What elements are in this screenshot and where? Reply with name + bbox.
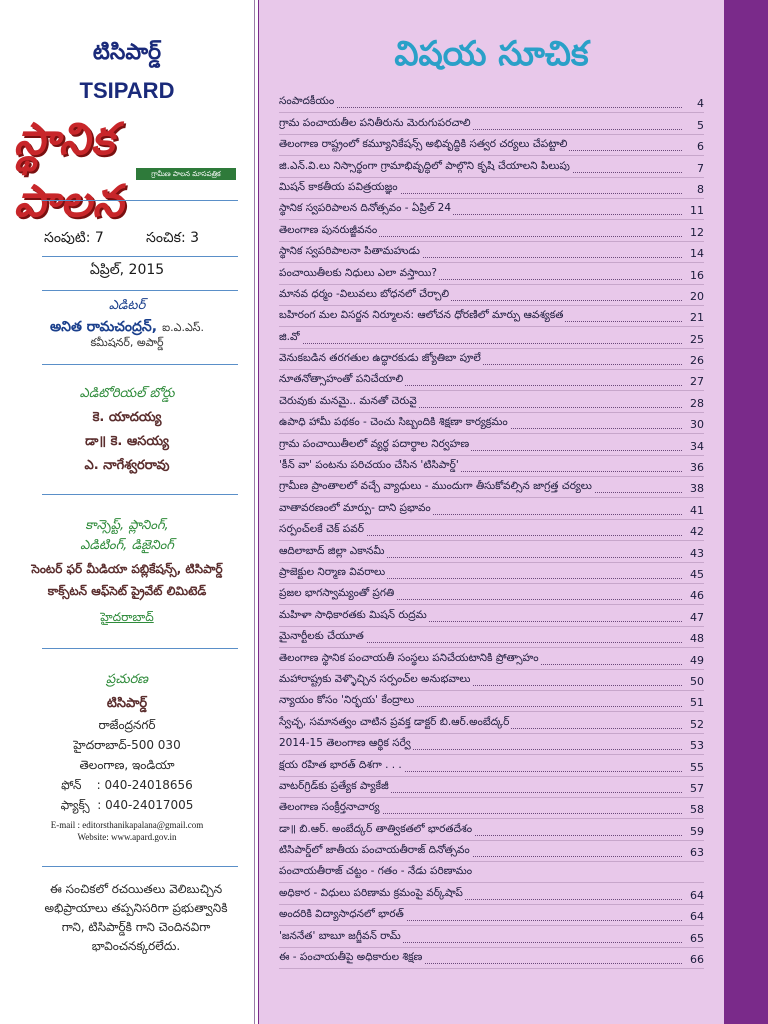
publisher-website: Website: www.apard.gov.in (77, 832, 177, 842)
toc-entry[interactable] (279, 777, 704, 798)
toc-entry-title: న్యాయం కోసం 'నిర్భయ' కేంద్రాలు (279, 694, 416, 709)
toc-entry[interactable] (279, 113, 704, 134)
toc-entry-page: 47 (682, 611, 704, 624)
toc-entry-title: వెనుకబడిన తరగతుల ఉద్ధారకుడు జ్యోతిబా పూలే (279, 352, 483, 367)
magazine-tagline: గ్రామీణ పాలన మాసపత్రిక (136, 168, 236, 180)
toc-entry[interactable] (279, 306, 704, 327)
toc-entry[interactable] (279, 370, 704, 391)
production-roles-line2: ఎడిటింగ్, డిజైనింగ్ (80, 538, 174, 553)
toc-entry-title: డా॥ బి.ఆర్. అంబేద్కర్ తాత్వికతలో భారతదేశం (279, 823, 474, 838)
toc-entry-page: 8 (682, 183, 704, 196)
toc-entry[interactable] (279, 926, 704, 947)
divider (42, 200, 238, 201)
toc-entry[interactable] (279, 520, 704, 541)
toc-entry-page: 57 (682, 782, 704, 795)
toc-entry[interactable] (279, 285, 704, 306)
toc-entry[interactable] (279, 413, 704, 434)
publisher-role: ప్రచురణ (105, 672, 149, 687)
toc-entry-title: ఈ - పంచాయతీపై అధికారుల శిక్షణ (279, 951, 424, 966)
board-member: డా॥ కె. ఆసయ్య (85, 434, 169, 449)
toc-entry-title: ప్రజల భాగస్వామ్యంతో ప్రగతి (279, 587, 396, 602)
toc-entry-page: 46 (682, 589, 704, 602)
board-member: కె. యాదయ్య (92, 410, 162, 425)
toc-entry-page: 26 (682, 354, 704, 367)
toc-entry-title: జి.వో (279, 331, 302, 346)
toc-entry-page: 27 (682, 375, 704, 388)
editor-role: ఎడిటర్ (108, 298, 146, 313)
toc-entry-page: 59 (682, 825, 704, 838)
toc-entry[interactable] (279, 862, 704, 883)
toc-entry-page: 14 (682, 247, 704, 260)
publisher-email: E-mail : editorsthanikapalana@gmail.com (50, 820, 204, 830)
toc-entry-page: 4 (682, 97, 704, 110)
editor-designation: కమీషనర్, అపార్డ్ (90, 336, 164, 349)
toc-entry-title: 'జననేత' బాబూ జగ్జీవన్ రామ్ (279, 930, 403, 945)
toc-entry[interactable] (279, 734, 704, 755)
org-name-telugu: టిసిపార్డ్ (92, 40, 162, 65)
toc-entry-page: 52 (682, 718, 704, 731)
toc-entry-title: మైనార్టీలకు చేయూత (279, 630, 366, 645)
toc-entry[interactable] (279, 563, 704, 584)
toc-entry-page: 21 (682, 311, 704, 324)
toc-entry-page: 30 (682, 418, 704, 431)
toc-entry-page: 64 (682, 889, 704, 902)
toc-entry-page: 48 (682, 632, 704, 645)
publisher-phone: ఫోన్ : 040-24018656 (61, 778, 193, 792)
toc-entry-page: 34 (682, 440, 704, 453)
publisher-fax: ఫ్యాక్స్ : 040-24017005 (60, 798, 194, 812)
toc-entry-title: గ్రామ పంచాయితీలలో వ్యర్థ పదార్థాల నిర్వహణ (279, 438, 471, 453)
toc-entry-page: 16 (682, 269, 704, 282)
magazine-logo (14, 114, 236, 227)
toc-entry-page: 45 (682, 568, 704, 581)
toc-entry[interactable] (279, 712, 704, 733)
editor-qualification: ఐ.ఎ.ఎస్. (162, 321, 204, 334)
publisher-name: టిసిపార్డ్ (106, 696, 148, 711)
toc-entry[interactable] (279, 178, 704, 199)
toc-entry[interactable] (279, 391, 704, 412)
toc-entry-page: 42 (682, 525, 704, 538)
toc-entry-page: 50 (682, 675, 704, 688)
toc-entry-title: టిసిపార్డ్‌లో జాతీయ పంచాయతీరాజ్ దినోత్సవం (279, 844, 472, 859)
toc-entry-title: పంచాయతీరాజ్ చట్టం - గతం - నేడు పరిణామం (279, 865, 474, 880)
toc-entry-page: 25 (682, 333, 704, 346)
toc-entry[interactable] (279, 691, 704, 712)
toc-entry[interactable] (279, 263, 704, 284)
toc-entry-title: స్థానిక స్వపరిపాలనా పితామహుడు (279, 245, 422, 260)
toc-entry[interactable] (279, 498, 704, 519)
toc-entry[interactable] (279, 242, 704, 263)
toc-entry-page: 49 (682, 654, 704, 667)
toc-entry[interactable] (279, 755, 704, 776)
toc-entry[interactable] (279, 670, 704, 691)
issue-label: సంచిక: 3 (146, 230, 200, 246)
toc-entry-title: 'కీన్ వా' పంటను పరిచయం చేసిన 'టిసిపార్డ్' (279, 459, 461, 474)
editor-name: అనిత రామచంద్రన్, (49, 319, 158, 335)
toc-entry[interactable] (279, 905, 704, 926)
toc-entry-title: వాతావరణంలో మార్పు- దాని ప్రభావం (279, 502, 433, 517)
divider (42, 364, 238, 365)
toc-entry[interactable] (279, 434, 704, 455)
toc-entry-title: స్థానిక స్వపరిపాలన దినోత్సవం - ఏప్రిల్ 24 (279, 202, 453, 217)
volume-label: సంపుటి: 7 (44, 230, 104, 246)
toc-entry-page: 63 (682, 846, 704, 859)
editor-line (0, 316, 254, 338)
toc-entry[interactable] (279, 883, 704, 904)
toc-entry-page: 20 (682, 290, 704, 303)
toc-entry-page: 58 (682, 803, 704, 816)
toc-entry-page: 38 (682, 482, 704, 495)
toc-entry-title: ప్రాజెక్టుల నిర్మాణ వివరాలు (279, 566, 387, 581)
toc-entry-title: సంపాదకీయం (279, 95, 336, 110)
toc-entry-page: 7 (682, 162, 704, 175)
credits-panel (0, 0, 254, 1024)
toc-entry[interactable] (279, 648, 704, 669)
toc-entry-title: తెలంగాణ రాష్ట్రంలో కమ్యూనికేషన్స్ అభివృద్ధికి సత్వర చర్యలు చేపట్టాలి (279, 138, 569, 153)
toc-entry-page: 51 (682, 696, 704, 709)
toc-entry-page: 11 (682, 204, 704, 217)
production-credit-line2: కాక్స్‌టన్ ఆఫ్‌సెట్ ప్రైవేట్ లిమిటెడ్ (47, 584, 207, 598)
toc-entry-title: మానవ ధర్మం -విలువలు బోధనలో చేర్చాలి (279, 288, 451, 303)
toc-entry[interactable] (279, 156, 704, 177)
production-roles-line1: కాన్సెప్ట్, ప్లానింగ్, (85, 518, 169, 533)
divider (42, 256, 238, 257)
toc-entry-title: మిషన్ కాకతీయ పవిత్రయజ్ఞం (279, 181, 400, 196)
toc-entry[interactable] (279, 456, 704, 477)
production-credit-line1: సెంటర్ ఫర్ మీడియా పబ్లికేషన్స్, టిసిపార్డ్ (31, 562, 223, 576)
toc-entry-title: అందరికి విద్యాసాధనలో భారత్ (279, 908, 406, 923)
toc-entry-title: చెరువుకు మనమై.. మనతో చెరువై (279, 395, 419, 410)
magazine-name: స్థానిక పాలన (14, 114, 125, 227)
divider (42, 494, 238, 495)
toc-entry-title: ఉపాధి హామీ పథకం - చెంచు సిబ్బందికి శిక్షణా కార్యక్రమం (279, 416, 510, 431)
toc-entry-title: తెలంగాణ పునరుజ్జీవనం (279, 224, 379, 239)
toc-entry[interactable] (279, 819, 704, 840)
toc-entry[interactable] (279, 199, 704, 220)
disclaimer: ఈ సంచికలో రచయితలు వెలిబుచ్చిన అభిప్రాయాలు తప్పనిసరిగా ప్రభుత్వానికి గాని, టిసిపార్డ్‌కి గాని చెందినవిగా భావించనక్కరలేదు. (44, 882, 228, 953)
divider (42, 648, 238, 649)
toc-entry-title: క్షయ రహిత భారత్ దిశగా . . . (279, 759, 404, 774)
toc-entry[interactable] (279, 477, 704, 498)
toc-entry-title: మహారాష్ట్రకు వెళ్ళొచ్చిన సర్పంచ్‌ల అనుభవాలు (279, 673, 472, 688)
publisher-address: రాజేంద్రనగర్ (98, 718, 156, 732)
toc-entry[interactable] (279, 541, 704, 562)
toc-entry-title: 2014-15 తెలంగాణ ఆర్థిక సర్వే (279, 737, 413, 752)
toc-entry[interactable] (279, 349, 704, 370)
toc-entry-page: 55 (682, 761, 704, 774)
toc-entry-title: జి.ఎన్.వి.లు నిస్సార్థంగా గ్రామాభివృద్ధిలో పాల్గొని కృషి చేయాలని పిలుపు (279, 160, 572, 175)
toc-entry-page: 36 (682, 461, 704, 474)
toc-entry-page: 66 (682, 953, 704, 966)
toc-entry-page: 41 (682, 504, 704, 517)
toc-entry-page: 53 (682, 739, 704, 752)
toc-entry-page: 6 (682, 140, 704, 153)
toc-entry[interactable] (279, 584, 704, 605)
publisher-address: తెలంగాణ, ఇండియా (79, 758, 175, 772)
toc-entry[interactable] (279, 92, 704, 113)
toc-entry-title: తెలంగాణ స్థానిక పంచాయతీ సంస్థలు పనిచేయటానికి ప్రోత్సాహం (279, 652, 541, 667)
editorial-board-role: ఎడిటోరియల్ బోర్డు (79, 386, 175, 401)
toc-list (279, 92, 704, 969)
toc-entry-title: తెలంగాణ సంక్రీర్తనాచార్య (279, 801, 382, 816)
toc-entry-page: 12 (682, 226, 704, 239)
toc-entry[interactable] (279, 627, 704, 648)
divider (42, 866, 238, 867)
production-city: హైదరాబాద్ (100, 610, 154, 624)
toc-entry-page: 43 (682, 547, 704, 560)
toc-entry-title: ఆదిలాబాద్ జిల్లా ఎకానమీ (279, 545, 387, 560)
toc-entry[interactable] (279, 135, 704, 156)
toc-entry-title: గ్రామ పంచాయతీల పనితీరును మెరుగుపరచాలి (279, 117, 473, 132)
toc-entry[interactable] (279, 948, 704, 969)
toc-entry-page: 64 (682, 910, 704, 923)
toc-leader-dots (279, 107, 682, 108)
issue-date: ఏప్రిల్, 2015 (89, 262, 165, 278)
toc-entry-title: నూతనోత్సాహంతో పనిచేయాలి (279, 373, 405, 388)
toc-entry[interactable] (279, 841, 704, 862)
toc-entry-title: మహిళా సాధికారతకు మిషన్ రుద్రమ (279, 609, 429, 624)
toc-entry-title: వాటర్‌గ్రిడ్‌కు ప్రత్యేక ప్యాకేజీ (279, 780, 391, 795)
toc-entry-title: స్వేచ్ఛ, సమానత్వం చాటిన ప్రవక్త డాక్టర్ బి.ఆర్.అంబేద్కర్ (279, 716, 511, 731)
toc-entry[interactable] (279, 327, 704, 348)
divider (42, 290, 238, 291)
board-member: ఎ. నాగేశ్వరరావు (84, 458, 170, 473)
toc-entry-title: గ్రామీణ ప్రాంతాలలో వచ్చే వ్యాధులు - ముందుగా తీసుకోవల్సిన జాగ్రత్త చర్యలు (279, 480, 594, 495)
toc-entry-title: పంచాయితీలకు నిధులు ఎలా వస్తాయి? (279, 267, 439, 282)
toc-heading: విషయ సూచిక (394, 34, 589, 74)
toc-entry-title: అధికార - విధులు పరిణామ క్రమంపై వర్క్‌షాప్ (279, 887, 465, 902)
toc-entry-title: సర్పంచ్‌లకే చెక్ పవర్ (279, 523, 366, 538)
toc-entry-title: బహిరంగ మల విసర్జన నిర్మూలన: ఆలోచన ధోరణిలో మార్పు ఆవశ్యకత (279, 309, 565, 324)
column-divider (254, 0, 258, 1024)
org-name-english: TSIPARD (79, 78, 175, 103)
toc-entry[interactable] (279, 605, 704, 626)
publisher-address: హైదరాబాద్-500 030 (73, 738, 181, 752)
toc-entry[interactable] (279, 220, 704, 241)
toc-entry[interactable] (279, 798, 704, 819)
toc-entry-page: 5 (682, 119, 704, 132)
toc-entry-page: 28 (682, 397, 704, 410)
toc-leader-dots (279, 343, 682, 344)
toc-entry-page: 65 (682, 932, 704, 945)
